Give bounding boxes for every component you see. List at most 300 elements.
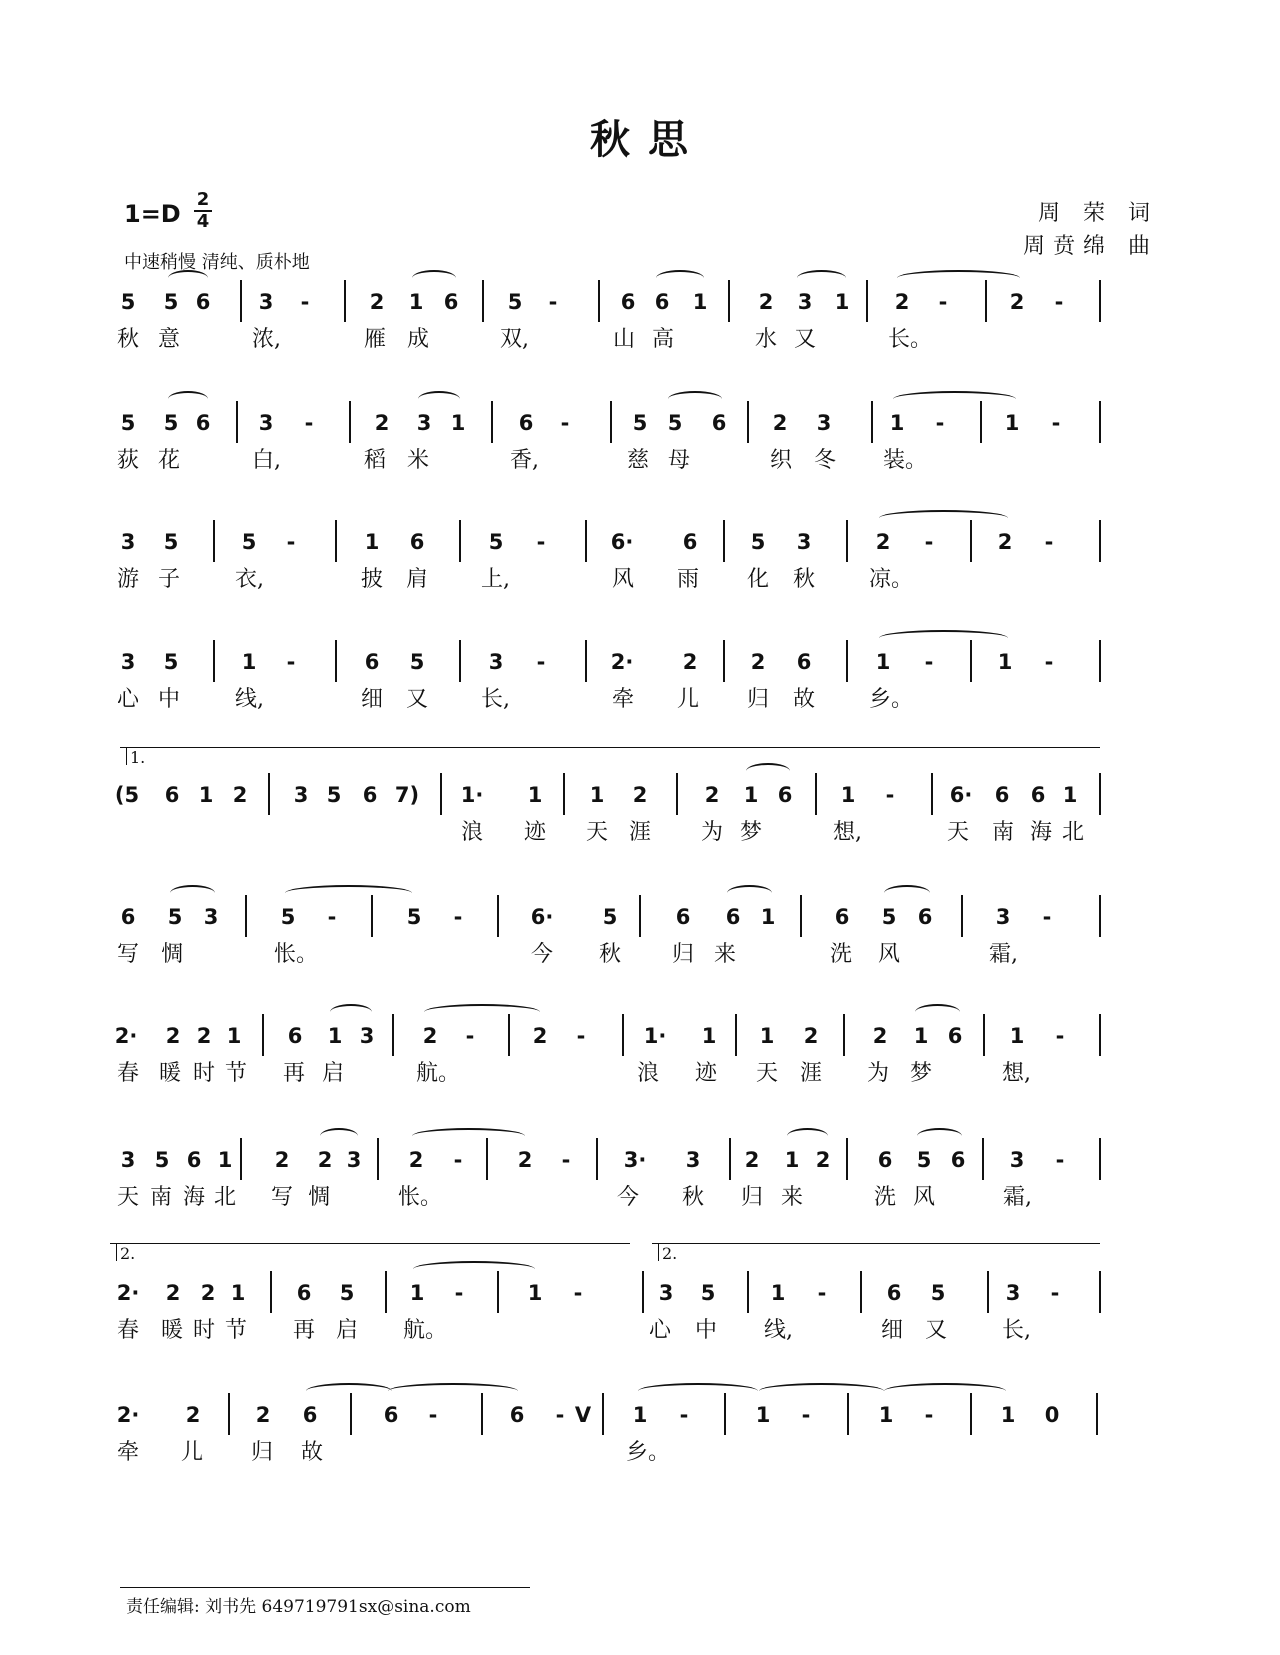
lyric-syllable: 肩: [405, 567, 428, 592]
time-signature: [192, 190, 214, 232]
lyric-syllable: 游: [116, 567, 139, 592]
note: -: [536, 650, 546, 674]
note: -: [924, 650, 934, 674]
bar-line: [598, 280, 600, 322]
lyric-syllable: 北: [213, 1185, 236, 1210]
note: -: [817, 1281, 827, 1305]
notation-row: [0, 897, 1280, 937]
note: 3: [816, 411, 832, 435]
slur: [638, 1383, 758, 1399]
lyric-syllable: 长。: [888, 327, 933, 352]
lyric-syllable: 霜,: [989, 942, 1018, 967]
bar-line: [563, 773, 565, 815]
bar-line: [642, 1271, 644, 1313]
note: 1: [997, 650, 1013, 674]
notation-row: [0, 1273, 1280, 1313]
note: 5: [280, 905, 296, 929]
note: 5: [163, 530, 179, 554]
slur: [424, 1004, 540, 1020]
note: -: [453, 1148, 463, 1172]
volta-bracket: [110, 1243, 630, 1244]
note: 2: [185, 1403, 201, 1427]
slur: [168, 270, 208, 286]
note: 5: [602, 905, 618, 929]
bar-line: [1099, 773, 1101, 815]
slur: [917, 1128, 962, 1144]
note: 2: [422, 1024, 438, 1048]
note: 2: [704, 783, 720, 807]
slur: [285, 885, 412, 901]
lyric-syllable: 南: [991, 820, 1014, 845]
note: 5: [163, 411, 179, 435]
note: 1: [527, 1281, 543, 1305]
note: 5: [632, 411, 648, 435]
slur: [915, 1004, 960, 1020]
bar-line: [860, 1271, 862, 1313]
note: 5: [930, 1281, 946, 1305]
slur: [893, 391, 1016, 407]
note: -: [327, 905, 337, 929]
lyric-syllable: 春: [116, 1061, 139, 1086]
bar-line: [268, 773, 270, 815]
slur: [884, 885, 930, 901]
note: 3: [258, 290, 274, 314]
lyric-syllable: 海: [1029, 820, 1052, 845]
note: 6·: [610, 530, 634, 554]
lyric-syllable: 心: [648, 1318, 671, 1343]
lyric-syllable: 迹: [523, 820, 546, 845]
note: 2: [875, 530, 891, 554]
note: 6: [287, 1024, 303, 1048]
lyric-syllable: 花: [157, 448, 180, 473]
bar-line: [486, 1138, 488, 1180]
lyric-syllable: 浓,: [252, 327, 281, 352]
note: 1: [409, 1281, 425, 1305]
note: -: [885, 783, 895, 807]
bar-line: [983, 1014, 985, 1056]
bar-line: [987, 1271, 989, 1313]
note: 6·: [949, 783, 973, 807]
slur: [787, 1128, 828, 1144]
note: 1: [527, 783, 543, 807]
note: 1: [408, 290, 424, 314]
lyric-syllable: 为: [866, 1061, 889, 1086]
note: 1: [230, 1281, 246, 1305]
note: 6: [409, 530, 425, 554]
note: 2: [255, 1403, 271, 1427]
note: 5: [700, 1281, 716, 1305]
note: 6: [383, 1403, 399, 1427]
lyric-syllable: 写: [116, 942, 139, 967]
note: -: [924, 530, 934, 554]
note: 1: [1004, 411, 1020, 435]
composer-credit: 周贲绵 曲: [1023, 234, 1158, 259]
bar-line: [622, 1014, 624, 1056]
lyric-syllable: 归: [671, 942, 694, 967]
note: 3: [797, 290, 813, 314]
note: 2: [200, 1281, 216, 1305]
time-bottom: 4: [196, 211, 210, 232]
footer-credit: 责任编辑: 刘书先 649719791sx@sina.com: [126, 1597, 471, 1617]
note: 2: [1009, 290, 1025, 314]
slur: [413, 1261, 535, 1277]
bar-line: [459, 520, 461, 562]
lyric-syllable: 又: [924, 1318, 947, 1343]
note: -: [573, 1281, 583, 1305]
slur: [418, 391, 460, 407]
bar-line: [262, 1014, 264, 1056]
lyric-syllable: 白,: [252, 448, 281, 473]
bar-line: [585, 640, 587, 682]
bar-line: [729, 1138, 731, 1180]
lyric-syllable: 浪: [460, 820, 483, 845]
bar-line: [491, 401, 493, 443]
note: 2: [750, 650, 766, 674]
note: 1: [875, 650, 891, 674]
volta-tick: [126, 747, 127, 765]
lyric-syllable: 线,: [764, 1318, 793, 1343]
note: 2: [815, 1148, 831, 1172]
bar-line: [847, 1393, 849, 1435]
note: -: [561, 1148, 571, 1172]
slur: [170, 885, 215, 901]
lyric-row: [0, 1054, 1280, 1094]
note: 5: [507, 290, 523, 314]
bar-line: [931, 773, 933, 815]
note: 5: [409, 650, 425, 674]
note: 6: [518, 411, 534, 435]
note: -: [286, 530, 296, 554]
note: -: [560, 411, 570, 435]
note: 1: [198, 783, 214, 807]
slur: [412, 270, 456, 286]
bar-line: [846, 520, 848, 562]
bar-line: [481, 1393, 483, 1435]
bar-line: [602, 1393, 604, 1435]
lyric-syllable: 双,: [500, 327, 529, 352]
lyric-syllable: 细: [360, 687, 383, 712]
notation-row: [0, 403, 1280, 443]
note: -: [924, 1403, 934, 1427]
note: 5: [406, 905, 422, 929]
bar-line: [871, 401, 873, 443]
note: 3: [120, 530, 136, 554]
note: 6: [950, 1148, 966, 1172]
note: 1: [840, 783, 856, 807]
note: 5: [163, 290, 179, 314]
bar-line: [1099, 280, 1101, 322]
note: 2: [408, 1148, 424, 1172]
note: 1: [701, 1024, 717, 1048]
note: 2: [165, 1024, 181, 1048]
note: 1: [760, 905, 776, 929]
lyric-syllable: 风: [877, 942, 900, 967]
note: 2: [894, 290, 910, 314]
lyric-syllable: 天: [585, 820, 608, 845]
slur: [759, 1383, 884, 1399]
note: 3: [203, 905, 219, 929]
note: 6: [296, 1281, 312, 1305]
note: 3: [1005, 1281, 1021, 1305]
note: 5: [154, 1148, 170, 1172]
bar-line: [1099, 401, 1101, 443]
note: V: [574, 1403, 592, 1427]
lyric-syllable: 怅。: [398, 1185, 443, 1210]
notation-row: [0, 1140, 1280, 1180]
note: 3: [658, 1281, 674, 1305]
note: -: [935, 411, 945, 435]
bar-line: [596, 1138, 598, 1180]
lyric-syllable: 上,: [481, 567, 510, 592]
note: 5: [488, 530, 504, 554]
lyric-syllable: 衣,: [235, 567, 264, 592]
lyric-syllable: 儿: [180, 1440, 203, 1465]
bar-line: [1099, 895, 1101, 937]
note: 5: [916, 1148, 932, 1172]
bar-line: [1099, 520, 1101, 562]
bar-line: [728, 280, 730, 322]
bar-line: [610, 401, 612, 443]
note: 5: [241, 530, 257, 554]
note: 3: [359, 1024, 375, 1048]
lyric-syllable: 中: [694, 1318, 717, 1343]
lyric-syllable: 乡。: [626, 1440, 671, 1465]
note: -: [1044, 650, 1054, 674]
note: 1: [913, 1024, 929, 1048]
note: -: [1044, 530, 1054, 554]
note: 2: [374, 411, 390, 435]
lyric-syllable: 来: [780, 1185, 803, 1210]
bar-line: [866, 280, 868, 322]
note: 5: [667, 411, 683, 435]
lyric-syllable: 化: [746, 567, 769, 592]
lyric-syllable: 涯: [799, 1061, 822, 1086]
bar-line: [747, 401, 749, 443]
lyric-syllable: 浪: [636, 1061, 659, 1086]
note: 5: [163, 650, 179, 674]
lyric-syllable: 梦: [739, 820, 762, 845]
note: 1: [1062, 783, 1078, 807]
lyric-syllable: 启: [321, 1061, 344, 1086]
note: 1: [834, 290, 850, 314]
note: 2·: [114, 1024, 138, 1048]
volta-bracket: [652, 1243, 1100, 1244]
note: 3: [120, 650, 136, 674]
lyric-syllable: 归: [740, 1185, 763, 1210]
lyric-syllable: 启: [335, 1318, 358, 1343]
volta-label: 2.: [120, 1244, 136, 1263]
bar-line: [377, 1138, 379, 1180]
lyric-syllable: 节: [224, 1318, 247, 1343]
slur: [879, 630, 1008, 646]
note: 2·: [610, 650, 634, 674]
note: 6: [186, 1148, 202, 1172]
lyric-syllable: 乡。: [869, 687, 914, 712]
bar-line: [846, 1138, 848, 1180]
note: 1: [784, 1148, 800, 1172]
lyric-syllable: 怅。: [274, 942, 319, 967]
bar-line: [240, 280, 242, 322]
note: -: [536, 530, 546, 554]
note: 3: [293, 783, 309, 807]
note: 6: [796, 650, 812, 674]
volta-tick: [658, 1243, 659, 1261]
lyric-row: [0, 813, 1280, 853]
note: 1: [755, 1403, 771, 1427]
note: -: [801, 1403, 811, 1427]
slur: [797, 270, 846, 286]
lyric-syllable: 秋: [792, 567, 815, 592]
note: 1: [589, 783, 605, 807]
bar-line: [213, 640, 215, 682]
bar-line: [800, 895, 802, 937]
note: 1: [327, 1024, 343, 1048]
note: -: [1042, 905, 1052, 929]
lyric-syllable: 装。: [883, 448, 928, 473]
bar-line: [1099, 1014, 1101, 1056]
note: 1: [632, 1403, 648, 1427]
slur: [727, 885, 772, 901]
bar-line: [1096, 1393, 1098, 1435]
bar-line: [961, 895, 963, 937]
note: 6: [994, 783, 1010, 807]
bar-line: [980, 401, 982, 443]
note: 6: [834, 905, 850, 929]
note: 6: [777, 783, 793, 807]
bar-line: [236, 401, 238, 443]
note: 2: [165, 1281, 181, 1305]
lyric-row: [0, 680, 1280, 720]
bar-line: [1099, 640, 1101, 682]
note: 6: [675, 905, 691, 929]
note: 2: [274, 1148, 290, 1172]
lyric-syllable: 天: [755, 1061, 778, 1086]
slur: [879, 510, 1008, 526]
notation-row: [0, 642, 1280, 682]
note: 6: [620, 290, 636, 314]
lyric-syllable: 凉。: [869, 567, 914, 592]
note: 3: [685, 1148, 701, 1172]
note: 1: [217, 1148, 233, 1172]
note: 3·: [623, 1148, 647, 1172]
lyric-syllable: 暖: [158, 1061, 181, 1086]
lyric-row: [0, 320, 1280, 360]
lyric-syllable: 春: [116, 1318, 139, 1343]
bar-line: [747, 1271, 749, 1313]
lyric-row: [0, 560, 1280, 600]
note: 3: [488, 650, 504, 674]
note: 5: [120, 411, 136, 435]
footer-rule: [120, 1587, 530, 1588]
note: 6: [1030, 783, 1046, 807]
lyric-syllable: 节: [224, 1061, 247, 1086]
note: 5: [881, 905, 897, 929]
bar-line: [723, 640, 725, 682]
lyric-syllable: 北: [1061, 820, 1084, 845]
bar-line: [970, 1393, 972, 1435]
bar-line: [245, 895, 247, 937]
lyric-syllable: 秋: [681, 1185, 704, 1210]
note: -: [548, 290, 558, 314]
notation-row: [0, 1016, 1280, 1056]
note: 6: [725, 905, 741, 929]
bar-line: [385, 1271, 387, 1313]
slur: [668, 391, 722, 407]
note: -: [576, 1024, 586, 1048]
note: 1·: [460, 783, 484, 807]
lyric-syllable: 天: [946, 820, 969, 845]
note: 3: [416, 411, 432, 435]
note: -: [938, 290, 948, 314]
lyric-syllable: 涯: [628, 820, 651, 845]
bar-line: [349, 401, 351, 443]
note: 5: [120, 290, 136, 314]
note: 1: [226, 1024, 242, 1048]
lyric-syllable: 时: [192, 1318, 215, 1343]
bar-line: [723, 520, 725, 562]
note: 3: [258, 411, 274, 435]
note: 5: [326, 783, 342, 807]
note: 5: [167, 905, 183, 929]
bar-line: [497, 895, 499, 937]
note: -: [1055, 1024, 1065, 1048]
lyric-syllable: 儿: [676, 687, 699, 712]
note: -: [1050, 1281, 1060, 1305]
slur: [884, 1383, 1006, 1399]
note: 6: [164, 783, 180, 807]
note: -: [454, 1281, 464, 1305]
note: -: [428, 1403, 438, 1427]
volta-label: 2.: [662, 1244, 678, 1263]
lyric-syllable: 归: [250, 1440, 273, 1465]
lyric-syllable: 再: [282, 1061, 305, 1086]
lyric-syllable: 时: [192, 1061, 215, 1086]
note: 2·: [116, 1281, 140, 1305]
lyric-syllable: 想,: [1002, 1061, 1031, 1086]
song-title: 秋 思: [590, 116, 690, 163]
lyric-syllable: 秋: [598, 942, 621, 967]
bar-line: [335, 520, 337, 562]
lyric-syllable: 海: [182, 1185, 205, 1210]
note: 2: [517, 1148, 533, 1172]
note: 2: [758, 290, 774, 314]
lyric-syllable: 冬: [813, 448, 836, 473]
note: 6: [509, 1403, 525, 1427]
slur: [897, 270, 1020, 286]
lyric-syllable: 惆: [307, 1185, 330, 1210]
notation-row: [0, 775, 1280, 815]
lyric-syllable: 高: [651, 327, 674, 352]
lyric-syllable: 风: [912, 1185, 935, 1210]
lyric-syllable: 米: [406, 448, 429, 473]
lyric-row: [0, 441, 1280, 481]
note: 6: [711, 411, 727, 435]
note: 2: [744, 1148, 760, 1172]
lyric-row: [0, 1178, 1280, 1218]
note: -: [286, 650, 296, 674]
bar-line: [585, 520, 587, 562]
note: 6: [443, 290, 459, 314]
bar-line: [735, 1014, 737, 1056]
lyric-syllable: 迹: [694, 1061, 717, 1086]
lyric-syllable: 再: [292, 1318, 315, 1343]
lyricist-credit: 周 荣 词: [1038, 201, 1158, 226]
note: 2: [997, 530, 1013, 554]
note: 1: [878, 1403, 894, 1427]
note: 2: [803, 1024, 819, 1048]
lyric-syllable: 雨: [676, 567, 699, 592]
bar-line: [639, 895, 641, 937]
